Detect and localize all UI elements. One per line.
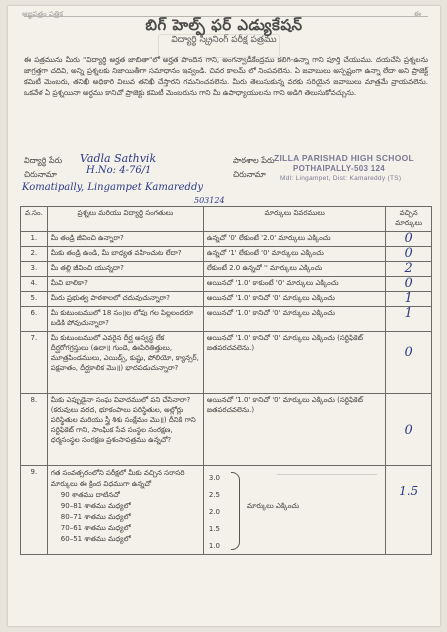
school-address-label: చిరునామా <box>233 170 266 179</box>
school-stamp-name: ZILLA PARISHAD HIGH SCHOOL <box>274 153 415 163</box>
header-questions: ప్రశ్నలు మరియు విద్యార్థి సంగతులు <box>47 207 203 232</box>
row-serial: 4. <box>21 277 48 292</box>
row-question: మీవి బాలికా? <box>47 277 203 292</box>
row-question: మీ తండ్రి జీవించి ఉన్నారా? <box>47 232 203 247</box>
row9-band: 70–61 శాతము మధ్యలో <box>60 524 131 532</box>
row-scoring: అయినచో '1.0' కానిచో '0' మార్కులు ఎక్కించు (సర్టిఫికెట్ జతపరచవలెను.) <box>203 332 385 394</box>
header-serial: వ.సం. <box>21 207 48 232</box>
row-mark: 0 <box>404 231 413 246</box>
student-address-label: చిరునామా <box>24 170 57 179</box>
row-serial: 7. <box>21 332 48 394</box>
row-question <box>47 466 203 555</box>
row-scoring: అయినచో '1.0' కానిచో '0' మార్కులు ఎక్కించు <box>203 307 385 332</box>
student-name-label: విద్యార్థి పేరు <box>24 156 63 165</box>
row-serial: 9. <box>21 466 48 555</box>
row-mark: 0 <box>404 423 413 438</box>
table-row <box>21 307 432 332</box>
row9-band: 90–81 శాతము మధ్యలో <box>60 502 131 510</box>
faint-rule <box>277 474 377 475</box>
row-serial: 6. <box>21 307 48 332</box>
row-mark: 1.5 <box>399 484 419 498</box>
row9-score: 2.0 <box>208 508 221 516</box>
row-scoring: ఉన్నచో '0' లేకుంటే '2.0' మార్కులు ఎక్కించు <box>203 232 385 247</box>
school-name-label: పాఠశాల పేరు <box>233 156 275 165</box>
row-serial: 8. <box>21 394 48 466</box>
row-mark: 0 <box>404 345 413 360</box>
row-serial: 5. <box>21 292 48 307</box>
row-question: మీ కుటుంబములో 18 సం॥ల లోపు గల పిల్లలందరూ బడికి పోవుచున్నారా? <box>47 307 203 332</box>
row-question: మీ కుటుంబములో ఎవరైన దీర్ఘ అస్వస్థ లేక దీర్ఘరోగగ్రస్తులు (ఉదా॥ గుండె, ఊపిరితిత్తులు, మూత్రపిండములు, ఎయిడ్స్, కుష్టు, పోలియో, క్యాన్సర్, పక్షవాతం, దీర్ఘకాలిక మొ॥) భాదపడుచున్నారా? <box>47 332 203 394</box>
margin-note-left: ఆజ్ఞపత్రం పత్రిక <box>22 10 64 18</box>
row9-intro: గత సంవత్సరంలోని పరీక్షలో మీకు వచ్చిన సరాసరి మార్కులు ఈ క్రింద విధముగా ఉన్నచో <box>50 469 185 488</box>
header-marks: వచ్చిన మార్కులు <box>386 207 432 232</box>
row-question: మీకు తండ్రి ఉండి, మీ బాధ్యత వహించుట లేదా? <box>47 247 203 262</box>
row9-scoring-text: మార్కులు ఎక్కించు <box>246 502 300 510</box>
row9-range <box>207 468 382 552</box>
row9-band: 80–71 శాతము మధ్యలో <box>60 513 131 521</box>
table-header-row <box>21 207 432 232</box>
margin-note-right: ఈ <box>414 10 421 18</box>
row-serial: 3. <box>21 262 48 277</box>
table-row <box>21 277 432 292</box>
student-address-value: H.No: 4-76/1 <box>86 165 152 176</box>
table-row <box>21 247 432 262</box>
row-scoring: అయినచో '1.0' కానిచో '0' మార్కులు ఎక్కించు <box>203 292 385 307</box>
table-row <box>21 232 432 247</box>
student-name-value: Vadla Sathvik <box>80 152 157 165</box>
row-serial: 1. <box>21 232 48 247</box>
student-pin: 503124 <box>194 196 225 205</box>
row-scoring: అయినచో '1.0' కాకుంటే '0' మార్కులు ఎక్కించు <box>203 277 385 292</box>
row9-band: 90 శాతము దాటినచో <box>60 491 120 499</box>
row-question: మీ తల్లి జీవించి యున్నదా? <box>47 262 203 277</box>
row-mark: 1 <box>404 306 413 321</box>
row-mark: 0 <box>404 276 413 291</box>
table-row <box>21 292 432 307</box>
row-scoring: అయినచో '1.0' కానిచో '0' మార్కులు ఎక్కించు (సర్టిఫికెట్ జతపరచవలెను.) <box>203 394 385 466</box>
row-question: మీకు ఎప్పుడైనా సంఘ వివాదములో పని చేసినారా? (కరువులు వరద, భూకంపాలు పరిస్థితుల, అల్లోర్లు పరిస్థితుల మరియు స్త్రీ శిశు సంక్షేమం మొ॥) దీనికి గాని సర్టిఫికెట్ గాని, సాంఘిక సేవ సంస్థల సంరక్షణ, ధర్మసంస్థల సంరక్షణ ప్రశంసాపత్రము ఉన్నచో? <box>47 394 203 466</box>
row-mark: 1 <box>404 291 413 306</box>
instructions-paragraph: ఈ పత్రమును మీరు "విద్యార్థి అర్హత జాబితా"లో అర్హత పొందిన గాని, అంగన్వాడీకేంద్రము కలిగి-ఉన్నా గాని పూర్తి చేయుము. దయచేసి ప్రశ్నలను జాగ్రత్తగా చదివి, అన్ని ప్రశ్నలకు నిజాయితీగా సమాధానం ఇవ్వండి. చివర కాలమ్ లో నింపవలెను. ఏ జవాబులు అస్పష్టంగా ఉన్నా లేదా అని ప్రాజెక్ట్ కమిటీ మెంబరు, తనిఖీ అధికారి విలువ తనిఖీ చేస్తారని గమనించవలెను. మీరు తెలుసుకున్న వరకు సరియైన జవాబులు మాత్రమే వ్రాయవలెను. ఒకవేళ ఏ ప్రశ్నయినా అర్థము కానిచో ప్రాజెక్టు కమిటీ మెంబరును గాని మీ ఉపాధ్యాయులను గాని అడిగి తెలుసుకోవచ్చును. <box>24 55 428 97</box>
row-mark: 0 <box>404 246 413 261</box>
row9-score-list <box>209 470 220 555</box>
row-scoring: లేకుంటే 2.0 ఉన్నచో '' మార్కులు ఎక్కించు <box>203 262 385 277</box>
table-row <box>21 332 432 394</box>
row-serial: 2. <box>21 247 48 262</box>
table-row <box>21 394 432 466</box>
school-stamp-address: POTHAIPALLY-503 124 <box>293 164 385 173</box>
row9-score: 1.0 <box>208 542 221 550</box>
row9-score: 3.0 <box>208 474 221 482</box>
school-stamp-district: Mdl: Lingampet, Dist: Kamareddy (TS) <box>280 175 402 182</box>
header-scoring: మార్కులు వివరములు <box>203 207 385 232</box>
criteria-table <box>20 206 432 555</box>
row-question: మీరు ప్రభుత్వ పాఠశాలలో చదువుచున్నారా? <box>47 292 203 307</box>
row9-score: 2.5 <box>208 491 221 499</box>
curly-brace <box>231 472 240 550</box>
table-row <box>21 466 432 555</box>
row-scoring: ఉన్నచో '1' లేకుంటే '0' మార్కులు ఎక్కించు <box>203 247 385 262</box>
table-row <box>21 262 432 277</box>
form-subtitle: విద్యార్థి స్క్రీనింగ్ పరీక్ష పత్రము <box>171 35 277 45</box>
student-address-line2: Komatipally, Lingampet Kamareddy <box>22 182 203 193</box>
row9-score: 1.5 <box>208 525 221 533</box>
row9-band: 60–51 శాతము మధ్యలో <box>60 535 131 543</box>
row-mark: 2 <box>404 261 413 276</box>
form-sheet <box>8 6 440 626</box>
form-title: బిగ్ హెల్ప్ ఫర్ ఎడ్యుకేషన్ <box>145 16 303 34</box>
row9-scoring-cell <box>203 466 385 555</box>
